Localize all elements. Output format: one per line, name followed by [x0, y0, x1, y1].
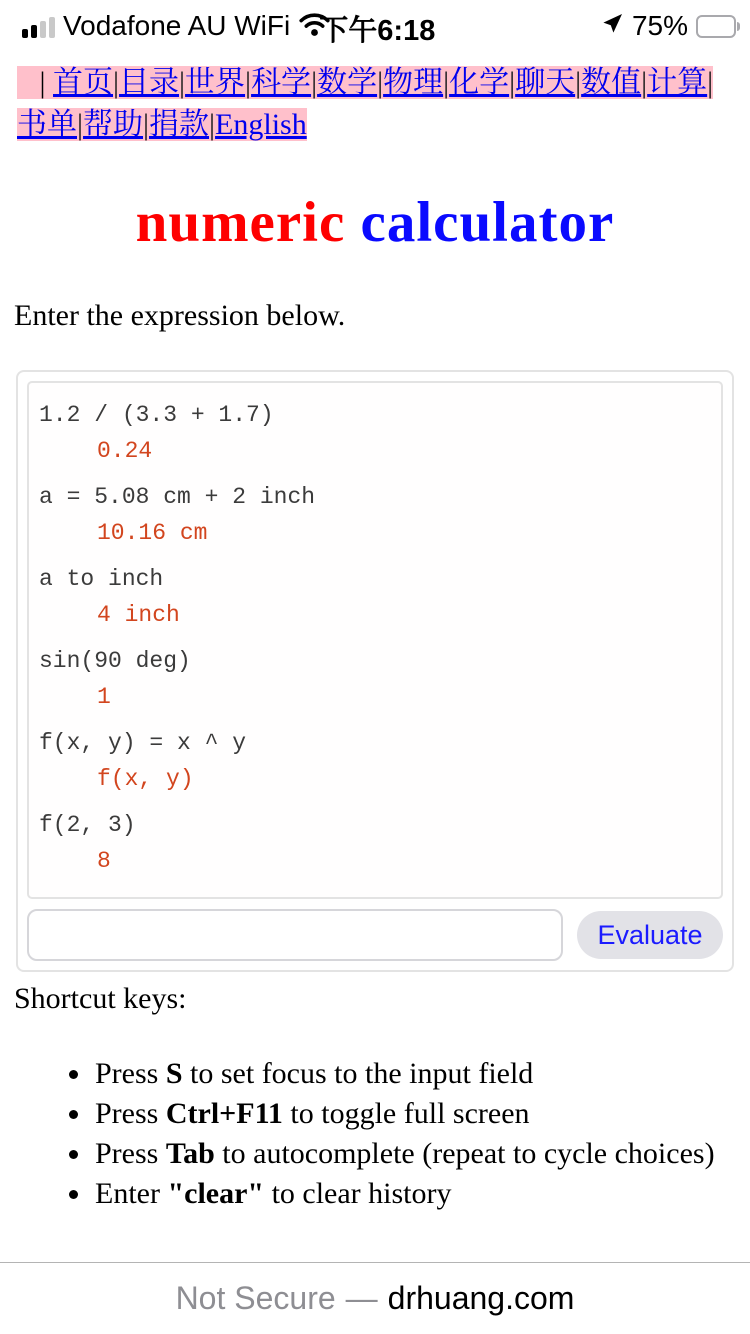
history-list: [27, 381, 723, 899]
history-expression: f(2, 3): [39, 812, 136, 838]
shortcut-item: • Press Ctrl+F11 to toggle full screen: [93, 1094, 750, 1134]
history-expression: f(x, y) = x ^ y: [39, 730, 247, 756]
nav-separator: |: [509, 66, 516, 99]
nav-links: | 首页|目录|世界|科学|数学|物理|化学|聊天|数值|计算|书单|帮助|捐款|English: [17, 66, 714, 141]
history-result: f(x, y): [97, 766, 194, 792]
expression-input[interactable]: [27, 909, 563, 961]
nav-separator: |: [245, 66, 252, 99]
nav-link-6[interactable]: 化学: [449, 66, 510, 99]
history-result: 10.16 cm: [97, 520, 208, 546]
nav-link-12[interactable]: 捐款: [149, 108, 210, 141]
nav-separator: |: [311, 66, 318, 99]
history-result: 0.24: [97, 438, 153, 464]
carrier-label: Vodafone AU WiFi: [63, 10, 291, 41]
nav-link-13[interactable]: English: [215, 108, 307, 141]
nav-separator: |: [209, 108, 216, 141]
nav-link-0[interactable]: 首页: [53, 66, 114, 99]
evaluate-button[interactable]: Evaluate: [577, 911, 723, 959]
shortcut-list: [0, 1054, 750, 1214]
nav-link-8[interactable]: 数值: [581, 66, 642, 99]
nav-separator: |: [77, 108, 84, 141]
nav-link-3[interactable]: 科学: [251, 66, 312, 99]
history-expression: sin(90 deg): [39, 648, 191, 674]
shortcut-item: • Press Tab to autocomplete (repeat to cycle choices): [93, 1134, 750, 1174]
history-entry: [39, 397, 711, 469]
history-entry: [39, 643, 711, 715]
nav-link-10[interactable]: 书单: [17, 108, 77, 141]
shortcut-item: • Enter "clear" to clear history: [93, 1174, 750, 1214]
location-arrow-icon: [600, 12, 624, 41]
nav-separator: |: [443, 66, 450, 99]
nav-link-2[interactable]: 世界: [185, 66, 246, 99]
nav-link-4[interactable]: 数学: [317, 66, 378, 99]
nav-link-5[interactable]: 物理: [383, 66, 444, 99]
nav-separator: |: [377, 66, 384, 99]
nav-separator: |: [575, 66, 582, 99]
history-entry: [39, 725, 711, 797]
shortcut-heading: Shortcut keys:: [14, 982, 187, 1015]
battery-icon: [696, 15, 740, 38]
history-result: 8: [97, 848, 111, 874]
battery-percent-label: 75%: [631, 10, 688, 41]
history-expression: 1.2 / (3.3 + 1.7): [39, 402, 274, 428]
site-nav: [17, 62, 733, 146]
history-entry: [39, 561, 711, 633]
calculator-panel: [16, 370, 734, 972]
address-separator: —: [345, 1280, 378, 1316]
history-expression: a = 5.08 cm + 2 inch: [39, 484, 316, 510]
history-expression: a to inch: [39, 566, 164, 592]
history-entry: [39, 807, 711, 879]
nav-separator: |: [707, 66, 714, 99]
nav-link-11[interactable]: 帮助: [83, 108, 144, 141]
input-row: [27, 909, 723, 961]
page-title: [0, 190, 750, 255]
nav-separator: |: [113, 66, 120, 99]
nav-link-9[interactable]: 计算: [647, 66, 708, 99]
status-bar: [0, 0, 750, 48]
signal-bars-icon: [22, 14, 55, 38]
address-bar[interactable]: [0, 1262, 750, 1334]
history-result: 4 inch: [97, 602, 180, 628]
history-entry: [39, 479, 711, 551]
title-word-numeric: numeric: [135, 191, 346, 254]
nav-separator: |: [179, 66, 186, 99]
not-secure-label: Not Secure: [175, 1280, 336, 1316]
nav-link-7[interactable]: 聊天: [515, 66, 576, 99]
shortcut-item: • Press S to set focus to the input field: [93, 1054, 750, 1094]
history-result: 1: [97, 684, 111, 710]
nav-separator: |: [143, 108, 150, 141]
clock: 下午6:18: [319, 15, 436, 47]
nav-link-1[interactable]: 目录: [119, 66, 180, 99]
intro-text: Enter the expression below.: [14, 299, 346, 332]
title-word-calculator: calculator: [360, 191, 615, 254]
nav-separator: |: [641, 66, 648, 99]
domain-label: drhuang.com: [387, 1280, 575, 1316]
